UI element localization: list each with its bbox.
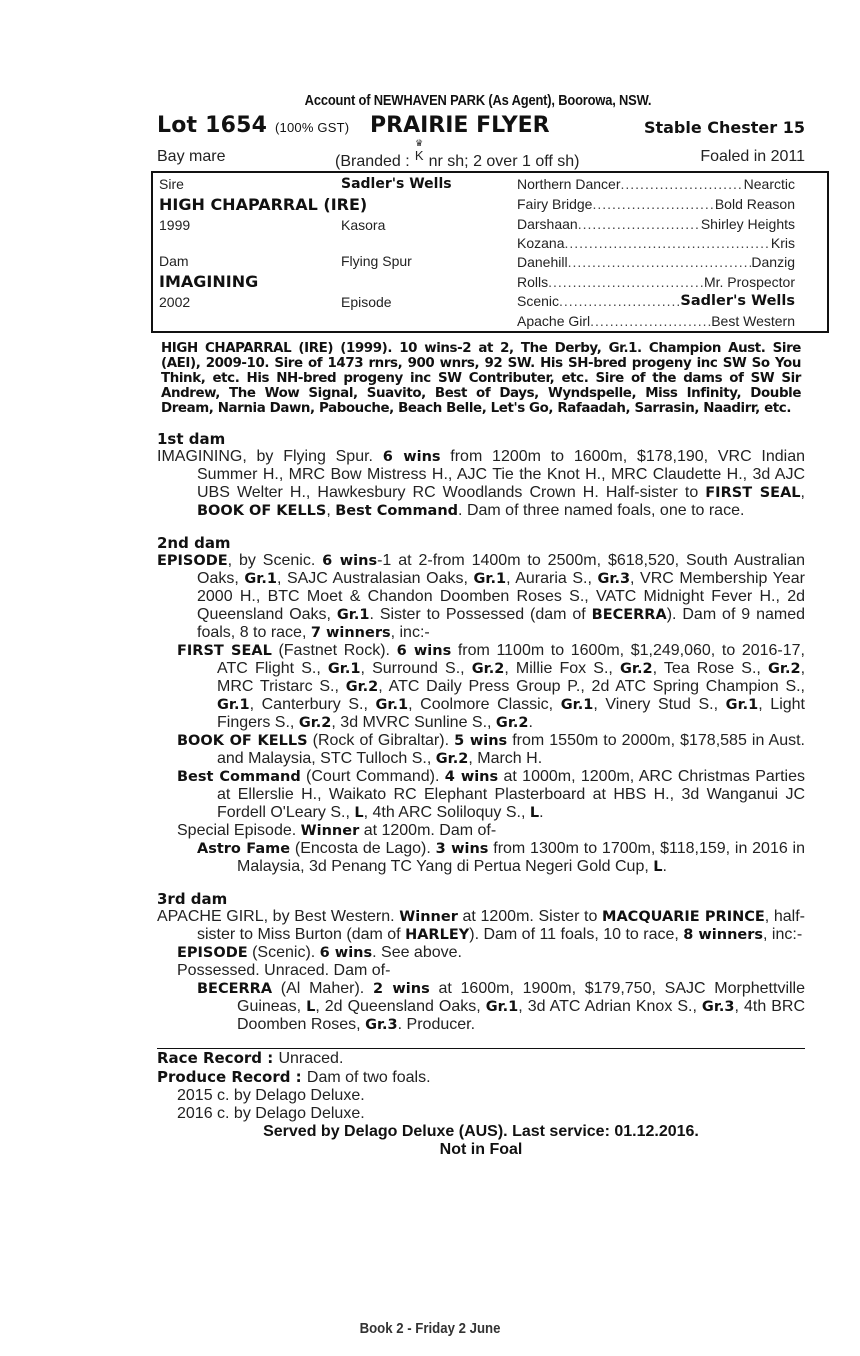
section-title: 3rd dam xyxy=(157,890,228,908)
progeny-entry: BECERRA (Al Maher). 2 wins at 1600m, 1900m, $179,750, SAJC Morphettville Guineas, L, 2d Queensland Oaks, Gr.1, 3d ATC Adrian Knox S., Gr.3, 4th BRC Doomben Roses, Gr.3. Producer. xyxy=(197,980,806,1033)
third-dam-section xyxy=(157,890,805,1034)
section-title: 2nd dam xyxy=(157,534,231,552)
dam-paragraph: EPISODE, by Scenic. 6 wins-1 at 2-from 1400m to 2500m, $618,520, South Australian Oaks, Gr.1, SAJC Australasian Oaks, Gr.1, Auraria S., Gr.3, VRC Membership Year 2000 H., BTC Moet & Chandon Doomben Roses S., VATC Midnight Fever H., 2d Queensland Oaks, Gr.1. Sister to Possessed (dam of BECERRA). Dam of 9 named foals, 8 to race, 7 winners, inc:- xyxy=(157,552,806,641)
sire-dam: Kasora xyxy=(341,217,386,233)
brand-description: (Branded : ♛ K nr sh; 2 over 1 off sh) xyxy=(335,138,580,170)
produce-record: Produce Record : Dam of two foals. xyxy=(157,1068,431,1086)
first-dam-section xyxy=(157,430,805,520)
foaled-year: Foaled in 2011 xyxy=(700,148,805,165)
race-record: Race Record : Unraced. xyxy=(157,1049,344,1067)
dam-year: 2002 xyxy=(159,294,191,310)
vendor-account: Account of NEWHAVEN PARK (As Agent), Boorowa, NSW. xyxy=(304,92,652,109)
color-sex: Bay mare xyxy=(157,148,226,165)
dam-paragraph: APACHE GIRL, by Best Western. Winner at 1200m. Sister to MACQUARIE PRINCE, half-sister to Miss Burton (dam of HARLEY). Dam of 11 foals, 10 to race, 8 winners, inc:- xyxy=(157,908,805,943)
section-title: 1st dam xyxy=(157,430,226,448)
grandparent-row: Scenic ..... Sadler's Wells xyxy=(517,293,795,309)
brand-mark-icon: ♛ K xyxy=(414,138,424,163)
progeny-entry: Possessed. Unraced. Dam of- xyxy=(177,962,391,979)
dam-name: IMAGINING xyxy=(159,272,259,291)
stable-location: Stable Chester 15 xyxy=(643,118,805,137)
progeny-entry: Best Command (Court Command). 4 wins at 1000m, 1200m, ARC Christmas Parties at Ellerslie H., Waikato RC Elephant Plasterboard at HBS H., 3d Wanganui JC Fordell O'Leary S., L, 4th ARC Soliloquy S., L. xyxy=(177,768,805,821)
progeny-entry: Special Episode. Winner at 1200m. Dam of- xyxy=(177,822,497,839)
foal-entry: 2016 c. by Delago Deluxe. xyxy=(177,1105,365,1122)
sire-year: 1999 xyxy=(159,217,191,233)
horse-description xyxy=(157,138,805,170)
page-footer: Book 2 - Friday 2 June xyxy=(359,1320,501,1337)
second-dam-section xyxy=(157,534,805,876)
grandparent-row: Northern Dancer ..... Nearctic xyxy=(517,176,795,192)
crown-icon: ♛ xyxy=(415,138,424,148)
grandparent-row: Rolls ..... Mr. Prospector xyxy=(517,274,795,290)
dam-label: Dam xyxy=(159,253,189,269)
foal-entry: 2015 c. by Delago Deluxe. xyxy=(177,1087,365,1104)
progeny-entry: Astro Fame (Encosta de Lago). 3 wins from 1300m to 1700m, $118,159, in 2016 in Malaysia, 3d Penang TC Yang di Pertua Negeri Gold Cup, L. xyxy=(197,840,806,875)
pedigree-table xyxy=(151,171,829,333)
progeny-entry: FIRST SEAL (Fastnet Rock). 6 wins from 1100m to 1600m, $1,249,060, to 2016-17, ATC Flight S., Gr.1, Surround S., Gr.2, Millie Fox S., Gr.2, Tea Rose S., Gr.2, MRC Tristarc S., Gr.2, ATC Daily Press Group P., 2d ATC Spring Champion S., Gr.1, Canterbury S., Gr.1, Coolmore Classic, Gr.1, Vinery Stud S., Gr.1, Light Fingers S., Gr.2, 3d MVRC Sunline S., Gr.2. xyxy=(177,642,806,731)
dam-paragraph: IMAGINING, by Flying Spur. 6 wins from 1200m to 1600m, $178,190, VRC Indian Summer H., MRC Bow Mistress H., AJC Tie the Knot H., MRC Claudette H., 3d AJC UBS Welter H., Hawkesbury RC Woodlands Crown H. Half-sister to FIRST SEAL, BOOK OF KELLS, Best Command. Dam of three named foals, one to race. xyxy=(157,448,806,519)
records-section xyxy=(157,1049,805,1159)
grandparent-row: Kozana ..... Kris xyxy=(517,235,795,251)
sire-sire: Sadler's Wells xyxy=(341,176,452,192)
gst-note: (100% GST) xyxy=(275,120,350,135)
service-status: Served by Delago Deluxe (AUS). Last service: 01.12.2016. xyxy=(263,1123,699,1140)
foal-status: Not in Foal xyxy=(439,1141,523,1158)
sire-summary: HIGH CHAPARRAL (IRE) (1999). 10 wins-2 at 2, The Derby, Gr.1. Champion Aust. Sire (AEI), 2009-10. Sire of 1473 rnrs, 900 wnrs, 92 SW. His SH-bred progeny inc SW So You Think, etc. His NH-bred progeny inc SW Contributer, etc. Sire of the dams of SW Sir Andrew, The Wow Signal, Suavito, Best of Days, Wyndspelle, Miss Infinity, Double Dream, Narnia Dawn, Pabouche, Beach Belle, Let's Go, Rafaadah, Sarrasin, Naadirr, etc. xyxy=(161,341,801,416)
grandparent-row: Fairy Bridge ..... Bold Reason xyxy=(517,196,795,212)
catalogue-page xyxy=(157,92,805,1159)
dam-dam: Episode xyxy=(341,294,392,310)
grandparent-row: Apache Girl ..... Best Western xyxy=(517,313,795,329)
progeny-entry: BOOK OF KELLS (Rock of Gibraltar). 5 wins from 1550m to 2000m, $178,585 in Aust. and Malaysia, STC Tulloch S., Gr.2, March H. xyxy=(177,732,805,767)
lot-number: Lot 1654 (100% GST) xyxy=(157,113,350,138)
progeny-entry: EPISODE (Scenic). 6 wins. See above. xyxy=(177,944,462,961)
dam-sire: Flying Spur xyxy=(341,253,412,269)
sire-name: HIGH CHAPARRAL (IRE) xyxy=(159,195,368,214)
horse-name: PRAIRIE FLYER xyxy=(370,113,550,138)
grandparent-row: Darshaan ..... Shirley Heights xyxy=(517,216,795,232)
grandparent-row: Danehill ..... Danzig xyxy=(517,254,795,270)
sire-label: Sire xyxy=(159,176,184,192)
lot-header xyxy=(157,113,805,141)
